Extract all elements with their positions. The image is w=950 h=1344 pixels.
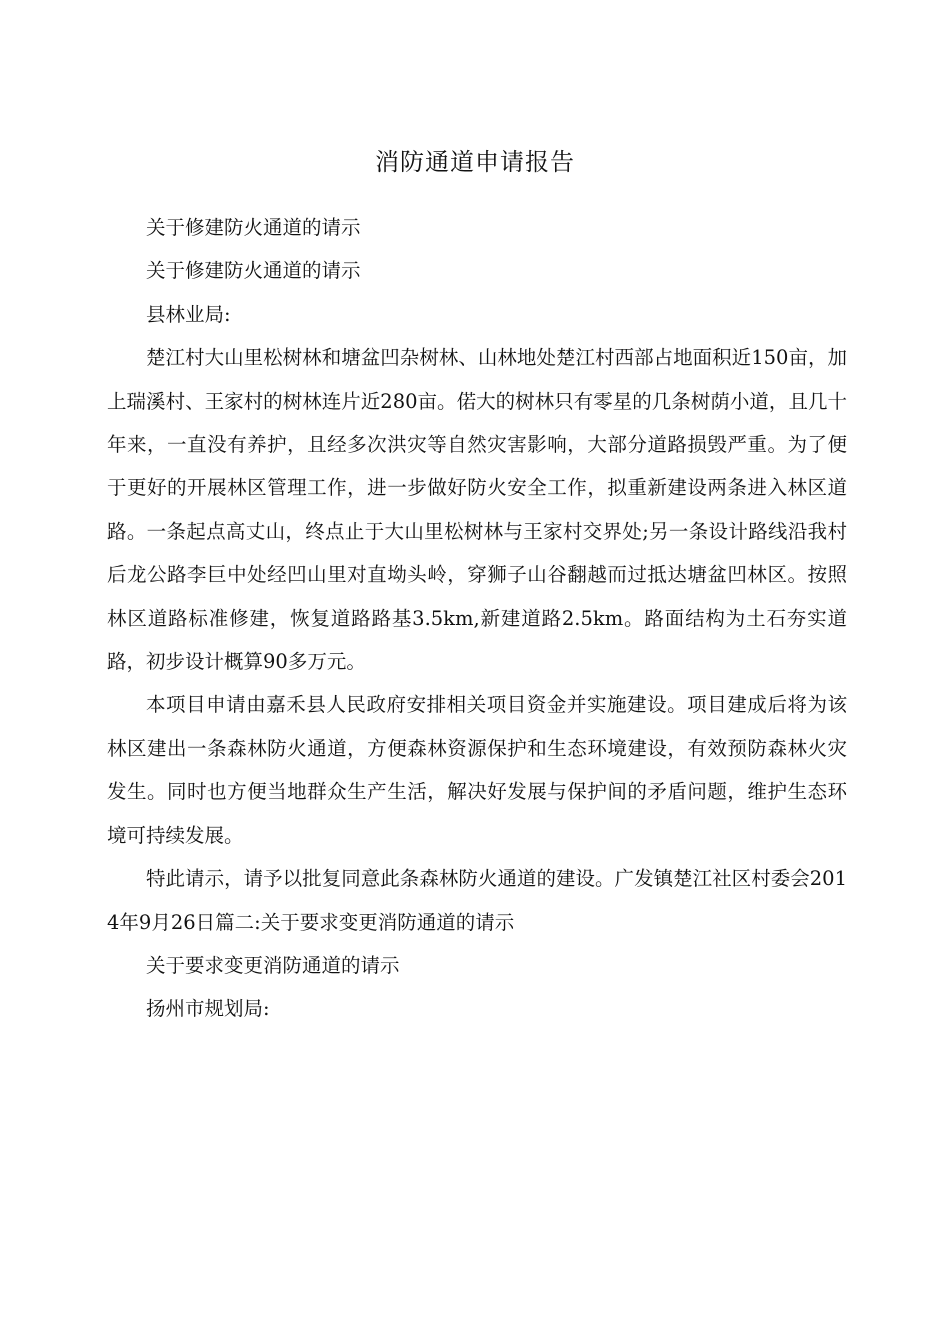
addressee-planning-bureau: 扬州市规划局: xyxy=(146,997,270,1021)
heading-request-3: 关于要求变更消防通道的请示 xyxy=(146,953,400,977)
document-title: 消防通道申请报告 xyxy=(375,148,575,176)
document-body xyxy=(107,206,847,1031)
addressee-forestry-bureau: 县林业局: xyxy=(146,302,231,326)
body-paragraph-background: 楚江村大山里松树林和塘盆凹杂树林、山林地处楚江村西部占地面积近150亩，加上瑞溪村、王家村的树林连片近280亩。偌大的树林只有零星的几条树荫小道，且几十年来，一直没有养护，且经多次洪灾等自然灾害影响，大部分道路损毁严重。为了便于更好的开展林区管理工作，进一步做好防火安全工作，拟重新建设两条进入林区道路。一条起点高丈山，终点止于大山里松树林与王家村交界处;另一条设计路线沿我村后龙公路李巨中处经凹山里对直坳头岭，穿狮子山谷翻越而过抵达塘盆凹林区。按照林区道路标准修建，恢复道路路基3.5km,新建道路2.5km。路面结构为土石夯实道路，初步设计概算90多万元。 xyxy=(107,346,847,674)
body-paragraph-project: 本项目申请由嘉禾县人民政府安排相关项目资金并实施建设。项目建成后将为该林区建出一条森林防火通道，方便森林资源保护和生态环境建设，有效预防森林火灾发生。同时也方便当地群众生产生活，解决好发展与保护间的矛盾问题，维护生态环境可持续发展。 xyxy=(107,693,847,847)
heading-request-1: 关于修建防火通道的请示 xyxy=(146,216,361,239)
body-paragraph-closing: 特此请示，请予以批复同意此条森林防火通道的建设。广发镇楚江社区村委会2014年9月26日篇二:关于要求变更消防通道的请示 xyxy=(107,867,847,934)
heading-request-2: 关于修建防火通道的请示 xyxy=(146,259,361,283)
